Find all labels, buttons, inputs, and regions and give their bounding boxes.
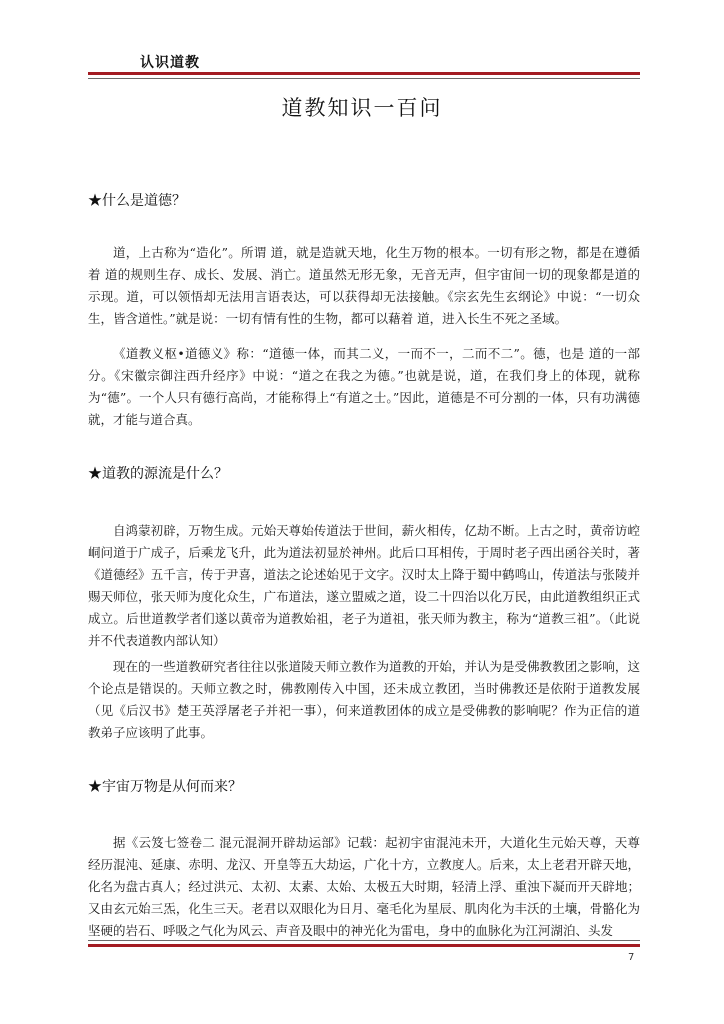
paragraph: 《道教义枢•道德义》称：“道德一体，而其二义，一而不一，二而不二”。德，也是 道的一部分。《宋徽宗御注西升经序》中说：“道之在我之为德。”也就是说，道，在我们身上的体现，就称为“德”。一个人只有德行高尚，才能称得上“有道之士。”因此，道德是不可分割的一体，只有功满德就，才能与道合真。 [88,346,640,427]
section-heading-origins: ★道教的源流是什么？ [88,466,228,482]
paragraph: 现在的一些道教研究者往往以张道陵天师立教作为道教的开始，并认为是受佛教教团之影响，这个论点是错误的。天师立教之时，佛教刚传入中国，还未成立教团，当时佛教还是依附于道教发展（见《后汉书》楚王英浮屠老子并祀一事），何来道教团体的成立是受佛教的影响呢？作为正信的道教弟子应该明了此事。 [88,659,640,740]
paragraph: 据《云笈七签卷二 混元混洞开辟劫运部》记载：起初宇宙混沌未开，大道化生元始天尊，天尊经历混沌、延康、赤明、龙汉、开皇等五大劫运，广化十方，立教度人。后来，太上老君开辟天地，化名为盘古真人；经过洪元、太初、太素、太始、太极五大时期，轻清上浮、重浊下凝而开天辟地；又由玄元始三炁，化生三天。老君以双眼化为日月、毫毛化为星辰、肌肉化为丰沃的土壤，骨骼化为坚硬的岩石、呼吸之气化为风云、声音及眼中的神光化为雷电，身中的血脉化为江河湖泊、头发 [88,835,640,938]
header-rule-gray [88,78,640,79]
section-heading-what-is-daode: ★什么是道德？ [88,193,186,209]
running-header-title: 认识道教 [140,55,200,71]
footer-rule-gray [88,940,640,941]
document-title: 道教知识一百问 [281,96,443,120]
header-rule-red [88,72,640,75]
paragraph: 道，上古称为“造化”。所谓 道，就是造就天地，化生万物的根本。一切有形之物，都是在遵循着 道的规则生存、成长、发展、消亡。道虽然无形无象，无音无声，但宇宙间一切的现象都是道的示现。道，可以领悟却无法用言语表达，可以获得却无法接触。《宗玄先生玄纲论》中说：“一切众生，皆含道性。”就是说：一切有情有性的生物，都可以藉着 道，进入长生不死之圣域。 [88,245,640,326]
footer-rule-red [88,944,640,947]
paragraph: 自鸿蒙初辟，万物生成。元始天尊始传道法于世间，薪火相传，亿劫不断。上古之时，黄帝访崆峒问道于广成子，后乘龙飞升，此为道法初显於神州。此后口耳相传，于周时老子西出函谷关时，著《道德经》五千言，传于尹喜，道法之论述始见于文字。汉时太上降于蜀中鹤鸣山，传道法与张陵并赐天师位，张天师为度化众生，广布道法，遂立盟威之道，设二十四治以化万民，由此道教组织正式成立。后世道教学者们遂以黄帝为道教始祖，老子为道祖，张天师为教主，称为“道教三祖”。（此说并不代表道教内部认知） [88,523,640,648]
section-heading-origin-of-universe: ★宇宙万物是从何而来？ [88,779,242,795]
page-number: 7 [628,952,635,963]
